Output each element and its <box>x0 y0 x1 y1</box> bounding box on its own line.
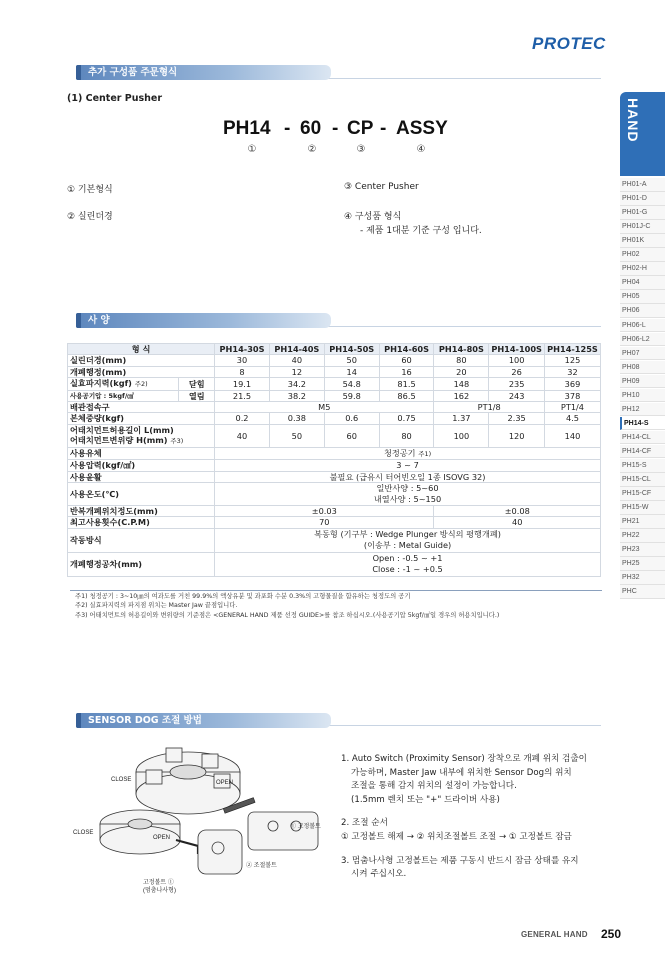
row-label: 반복개폐위치정도(mm) <box>68 506 215 517</box>
model-num: ② <box>307 144 317 155</box>
table-row <box>68 378 601 390</box>
row-label: 사용온도(℃) <box>68 483 215 506</box>
model-col: PH14-50S <box>324 344 379 355</box>
cell: 60 <box>379 355 434 366</box>
cell: 59.8 <box>324 390 379 401</box>
spec-table <box>67 343 601 577</box>
side-index-item[interactable]: PH05 <box>620 290 665 304</box>
model-part: CP <box>347 118 374 139</box>
side-index-item[interactable]: PH32 <box>620 571 665 585</box>
model-sep: - <box>332 118 339 139</box>
table-row <box>68 366 601 377</box>
cell: 378 <box>544 390 600 401</box>
sensor-steps <box>341 753 605 882</box>
cell: 19.1 <box>215 378 270 390</box>
cell: 30 <box>215 355 270 366</box>
side-index-item[interactable]: PH22 <box>620 529 665 543</box>
cell: PT1/8 <box>434 402 544 413</box>
cell: 16 <box>379 366 434 377</box>
footnotes <box>75 592 499 620</box>
row-label <box>68 378 179 390</box>
model-col: PH14-40S <box>269 344 324 355</box>
open-label: 열림 <box>179 390 215 401</box>
sensor-dog-diagram <box>68 742 338 902</box>
desc-item: ① 기본형식 <box>67 185 113 195</box>
cell: 34.2 <box>269 378 324 390</box>
side-tab-label: HAND <box>625 98 641 143</box>
subsection-title: (1) Center Pusher <box>67 93 163 104</box>
section-header-sensor: SENSOR DOG 조절 방법 <box>76 713 331 728</box>
row-label: 최고사용횟수(C.P.M) <box>68 517 215 528</box>
side-index-item[interactable]: PH15-CL <box>620 473 665 487</box>
cell: 3 ~ 7 <box>215 460 601 471</box>
cell: 0.75 <box>379 413 434 424</box>
cell: 81.5 <box>379 378 434 390</box>
side-index-item[interactable]: PH06-L <box>620 319 665 333</box>
close-label: 닫힘 <box>179 378 215 390</box>
table-row <box>68 355 601 366</box>
step-line: 조절을 통해 감지 위치의 설정이 가능합니다. <box>351 781 517 792</box>
callout-fix-bolt: ① 고정볼트 <box>290 824 321 830</box>
footnote: 주1) 청정공기 : 3~10㎛의 여과도를 거친 99.9%의 액상유분 및 과포화 수분 0.3%의 고형물질을 함유하는 청정도의 공기 <box>75 593 411 600</box>
desc-item: ④ 구성품 형식 <box>344 212 402 222</box>
cell <box>215 552 601 576</box>
action-1: 복동형 (기구부 : Wedge Plunger 방식의 평행개폐) <box>314 529 501 540</box>
force-sub-label: 사용공기압 : 5kgf/㎠ <box>68 390 179 401</box>
side-index-item[interactable]: PH15-S <box>620 459 665 473</box>
model-col: PH14-80S <box>434 344 489 355</box>
side-index-item[interactable]: PH15-W <box>620 501 665 515</box>
close-label: CLOSE <box>73 830 94 836</box>
model-num: ④ <box>416 144 426 155</box>
cell: 0.38 <box>269 413 324 424</box>
cell: 38.2 <box>269 390 324 401</box>
cell: 50 <box>324 355 379 366</box>
row-label: 개폐행정공차(mm) <box>68 552 215 576</box>
row-label: 작동방식 <box>68 528 215 552</box>
cell: 20 <box>434 366 489 377</box>
step-line: 1. Auto Switch (Proximity Sensor) 장착으로 개폐 위치 검출이 <box>341 754 587 764</box>
tol-close: Close : -1 ~ +0.5 <box>372 564 443 575</box>
cell: M5 <box>215 402 434 413</box>
step-line: 시켜 주십시오. <box>351 869 407 880</box>
cell: 40 <box>269 355 324 366</box>
cell: 120 <box>489 424 545 447</box>
side-index-item[interactable]: PH10 <box>620 389 665 403</box>
cell: 80 <box>379 424 434 447</box>
cell: 54.8 <box>324 378 379 390</box>
side-index-item[interactable]: PH01-G <box>620 206 665 220</box>
temp-heat: 내열사양 : 5~150 <box>373 494 442 505</box>
model-num: ③ <box>356 144 366 155</box>
table-row <box>68 390 601 401</box>
model-sep: - <box>380 118 387 139</box>
cell: 0.2 <box>215 413 270 424</box>
side-index-item[interactable]: PH23 <box>620 543 665 557</box>
row-label: 실린더경(mm) <box>68 355 215 366</box>
action-2: (이송부 : Metal Guide) <box>363 540 452 551</box>
att-label-2: 어태치먼트변위량 H(mm) <box>70 435 168 446</box>
open-label: OPEN <box>216 780 234 786</box>
side-index-item[interactable]: PH07 <box>620 347 665 361</box>
table-row <box>68 483 601 506</box>
model-col: PH14-125S <box>544 344 600 355</box>
cell: 100 <box>434 424 489 447</box>
cell: 2.35 <box>489 413 545 424</box>
desc-item: - 제품 1대분 기준 구성 입니다. <box>360 226 482 236</box>
cell: 4.5 <box>544 413 600 424</box>
side-index-item[interactable]: PH01K <box>620 234 665 248</box>
tol-open: Open : -0.5 ~ +1 <box>372 553 443 564</box>
table-row <box>68 528 601 552</box>
table-header-row <box>68 344 601 355</box>
side-index-item[interactable]: PH09 <box>620 375 665 389</box>
cell: 0.6 <box>324 413 379 424</box>
open-label: OPEN <box>153 835 171 841</box>
cell: 50 <box>269 424 324 447</box>
row-label <box>68 424 215 447</box>
callout-adjust-bolt: ② 조절볼트 <box>246 863 277 869</box>
cell: ±0.08 <box>434 506 601 517</box>
page-number: 250 <box>601 927 622 941</box>
desc-item: ② 실린더경 <box>67 212 113 222</box>
side-index-item[interactable]: PH01-D <box>620 192 665 206</box>
side-index-item[interactable]: PH14-S <box>620 417 665 431</box>
side-index-item[interactable]: PH12 <box>620 403 665 417</box>
force-label: 실효파지력(kgf) <box>70 378 132 389</box>
side-index-item[interactable]: PH14-CL <box>620 431 665 445</box>
row-label: 사용압력(kgf/㎠) <box>68 460 215 471</box>
cell: 80 <box>434 355 489 366</box>
note-ref: 주3) <box>170 437 184 446</box>
cell: 40 <box>215 424 270 447</box>
footnote: 주2) 실효파지력의 파지점 위치는 Master Jaw 끝점입니다. <box>75 602 238 610</box>
cell: ±0.03 <box>215 506 434 517</box>
step-line: 3. 멈춤나사형 고정볼트는 제품 구동시 반드시 잠금 상태를 유지 <box>341 855 579 866</box>
cell: 1.37 <box>434 413 489 424</box>
callout-set-screw: 고정볼트 ① <box>143 880 174 886</box>
section-header-order: 추가 구성품 주문형식 <box>76 65 331 80</box>
brand-logo: PROTEC <box>532 34 606 53</box>
table-row <box>68 552 601 576</box>
cell: 21.5 <box>215 390 270 401</box>
section-header-spec: 사 양 <box>76 313 331 328</box>
table-row <box>68 424 601 447</box>
step-line: ① 고정볼트 해제 → ② 위치조절볼트 조절 → ① 고정볼트 잠금 <box>341 831 572 842</box>
step-line: 가능하며, Master Jaw 내부에 위치한 Sensor Dog의 위치 <box>351 767 572 778</box>
callout-set-screw-sub: (멈춤나사형) <box>143 888 176 894</box>
cell: 12 <box>269 366 324 377</box>
side-index-item[interactable]: PH02-H <box>620 262 665 276</box>
cell: PT1/4 <box>544 402 600 413</box>
note-ref: 주2) <box>134 380 148 389</box>
model-sep: - <box>284 118 291 139</box>
header-label: 형 식 <box>68 344 215 355</box>
row-label: 배관접속구 <box>68 402 215 413</box>
step-line: 2. 조절 순서 <box>341 818 388 829</box>
cell: 26 <box>489 366 545 377</box>
row-label: 사용유체 <box>68 447 215 459</box>
side-index-item[interactable]: PHC <box>620 585 665 599</box>
model-col: PH14-60S <box>379 344 434 355</box>
temp-general: 일반사양 : 5~60 <box>376 483 439 494</box>
cell: 369 <box>544 378 600 390</box>
model-part: ASSY <box>396 118 448 139</box>
model-part: PH14 <box>223 118 271 139</box>
row-label: 본체중량(kgf) <box>68 413 215 424</box>
side-index-item[interactable]: PH02 <box>620 248 665 262</box>
footer-label: GENERAL HAND <box>521 930 588 939</box>
cell: 100 <box>489 355 545 366</box>
cell: 14 <box>324 366 379 377</box>
step-line: (1.5mm 렌치 또는 "+" 드라이버 사용) <box>351 794 500 805</box>
close-label: CLOSE <box>111 777 132 783</box>
desc-item: ③ Center Pusher <box>344 182 419 192</box>
note-ref: 주1) <box>418 449 432 458</box>
row-label: 사용윤활 <box>68 471 215 482</box>
cell: 148 <box>434 378 489 390</box>
cell: 70 <box>215 517 434 528</box>
cell: 125 <box>544 355 600 366</box>
table-row <box>68 402 601 413</box>
cell: 162 <box>434 390 489 401</box>
side-index-item[interactable]: PH01-A <box>620 178 665 192</box>
table-row <box>68 413 601 424</box>
side-index-item[interactable]: PH25 <box>620 557 665 571</box>
side-index-item[interactable]: PH14-CF <box>620 445 665 459</box>
row-label: 개폐행정(mm) <box>68 366 215 377</box>
table-row <box>68 506 601 517</box>
side-tab-hand[interactable] <box>620 92 665 176</box>
cell: 32 <box>544 366 600 377</box>
fluid-value: 청정공기 <box>383 447 416 458</box>
att-label-1: 어태치먼트허용길이 L(mm) <box>70 425 174 436</box>
side-index-item[interactable]: PH06 <box>620 304 665 318</box>
footnote: 주3) 어태치먼트의 허용길이와 변위량의 기준점은 <GENERAL HAND 제품 선정 GUIDE>를 참조 하십시오.(사용공기압 5kgf/㎠일 경우의 허용치입니다.) <box>75 611 500 619</box>
side-index-item[interactable]: PH15-CF <box>620 487 665 501</box>
side-index-item[interactable]: PH06-L2 <box>620 333 665 347</box>
cell: 243 <box>489 390 545 401</box>
model-col: PH14-100S <box>489 344 545 355</box>
cell: 86.5 <box>379 390 434 401</box>
side-index-item[interactable]: PH21 <box>620 515 665 529</box>
table-row <box>68 471 601 482</box>
cell: 불필요 (급유시 터어빈오일 1종 ISOVG 32) <box>215 471 601 482</box>
table-row <box>68 447 601 459</box>
model-col: PH14-30S <box>215 344 270 355</box>
cell: 40 <box>434 517 601 528</box>
side-index-item[interactable]: PH04 <box>620 276 665 290</box>
cell: 60 <box>324 424 379 447</box>
model-part: 60 <box>300 118 322 139</box>
cell: 235 <box>489 378 545 390</box>
cell <box>215 483 601 506</box>
side-index-item[interactable]: PH08 <box>620 361 665 375</box>
cell <box>215 447 601 459</box>
table-row <box>68 517 601 528</box>
table-bottom-rule <box>70 590 602 591</box>
cell: 8 <box>215 366 270 377</box>
cell <box>215 528 601 552</box>
table-row <box>68 460 601 471</box>
side-index-item[interactable]: PH01J-C <box>620 220 665 234</box>
model-num: ① <box>247 144 257 155</box>
cell: 140 <box>544 424 600 447</box>
